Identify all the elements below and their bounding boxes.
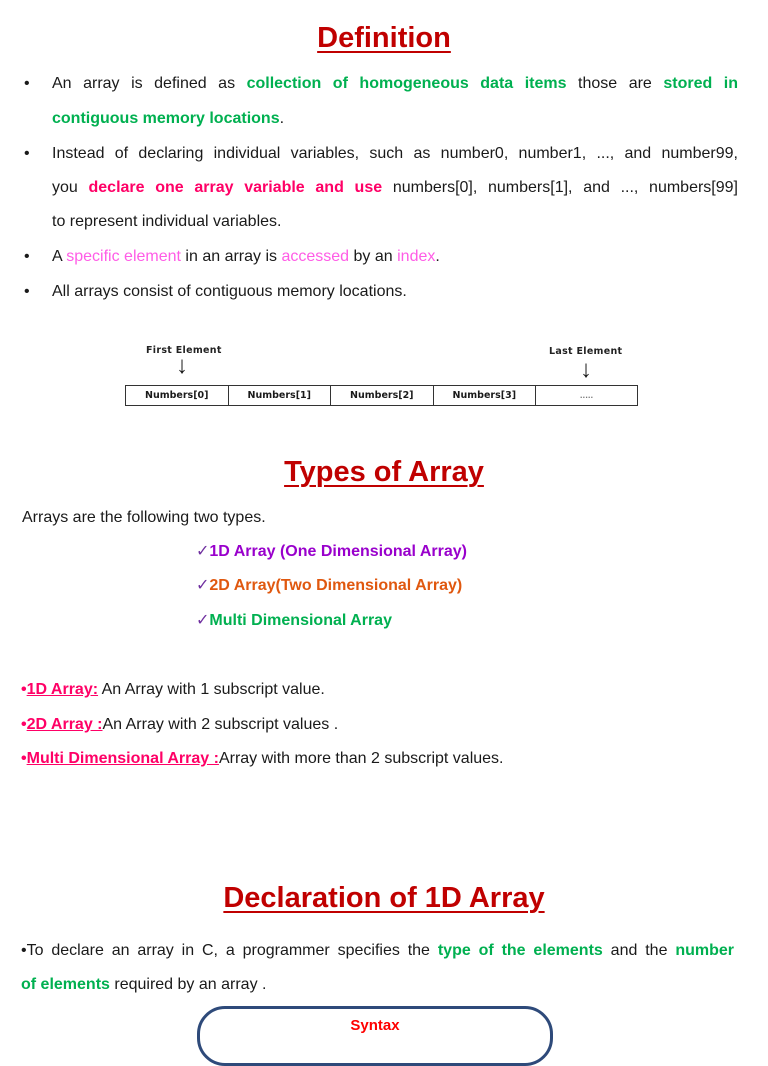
array-cells: [125, 385, 638, 406]
definition-bullet-2-line-1: Instead of declaring individual variables, such as number0, number1, ..., and number99,: [52, 145, 738, 162]
highlight-specific-element: specific element: [66, 248, 181, 265]
declaration-line-2: [21, 968, 734, 1003]
text-run: in an array is: [185, 248, 278, 265]
bullet-symbol: •: [24, 145, 30, 162]
text-run: and the: [610, 942, 668, 959]
array-cell: Numbers[2]: [331, 386, 434, 406]
definition-heading: Definition: [317, 22, 451, 54]
def-term: Multi Dimensional Array :: [26, 750, 219, 767]
def-desc: An Array with 2 subscript values .: [102, 716, 339, 733]
last-element-label: Last Element: [549, 346, 623, 357]
types-intro: Arrays are the following two types.: [22, 509, 266, 526]
def-bullet: •: [21, 716, 27, 733]
syntax-box: [197, 1006, 553, 1066]
definition-bullet-4: All arrays consist of contiguous memory locations.: [52, 283, 407, 300]
text-run: An array is defined as: [52, 75, 236, 92]
down-arrow-icon: ↓: [580, 356, 592, 383]
bullet-symbol: •: [24, 283, 30, 300]
array-cell: .....: [536, 386, 638, 406]
highlight-stored: stored in: [663, 75, 738, 92]
first-element-label: First Element: [146, 345, 222, 356]
types-item-2d: [196, 569, 462, 604]
definition-bullet-2-line-2: [52, 171, 738, 206]
text-run: .: [435, 248, 440, 265]
text-run: those are: [578, 75, 652, 92]
declaration-heading: Declaration of 1D Array: [223, 882, 545, 914]
types-item-label: 1D Array (One Dimensional Array): [209, 543, 467, 560]
text-run: numbers[0], numbers[1], and ..., numbers[99]: [392, 179, 738, 196]
array-cell: Numbers[3]: [433, 386, 536, 406]
highlight-contiguous: contiguous memory locations: [52, 110, 280, 127]
text-run: you: [52, 179, 78, 196]
definition-bullet-2-line-3: to represent individual variables.: [52, 213, 282, 230]
check-icon: ✓: [196, 543, 210, 560]
highlight-declare: declare one array variable and use: [88, 179, 383, 196]
bullet-symbol: •: [24, 248, 30, 265]
def-multi: [21, 742, 504, 777]
highlight-index: index: [397, 248, 436, 265]
text-run: •To declare an array in C, a programmer specifies the: [21, 942, 430, 959]
syntax-title: Syntax: [350, 1017, 400, 1034]
def-2d: [21, 708, 338, 743]
array-cell: Numbers[1]: [228, 386, 331, 406]
text-run: required by an array .: [114, 976, 267, 993]
highlight-number: number: [675, 942, 735, 959]
bullet-symbol: •: [24, 75, 30, 92]
def-bullet: •: [21, 681, 27, 698]
definition-bullet-1-line-2: [52, 102, 738, 137]
highlight-elements: of elements: [21, 976, 110, 993]
types-item-1d: [196, 535, 467, 570]
down-arrow-icon: ↓: [176, 352, 188, 379]
declaration-line-1: [21, 934, 734, 969]
definition-bullet-3: [52, 240, 738, 275]
def-1d: [21, 673, 325, 708]
definition-bullet-1-line-1: [52, 67, 738, 102]
highlight-collection: collection of homogeneous data items: [246, 75, 567, 92]
def-term: 2D Array :: [26, 716, 103, 733]
check-icon: ✓: [196, 612, 210, 629]
text-run: .: [279, 110, 285, 127]
array-cell: Numbers[0]: [126, 386, 229, 406]
text-run: by an: [353, 248, 393, 265]
check-icon: ✓: [196, 577, 210, 594]
def-desc: Array with more than 2 subscript values.: [218, 750, 504, 767]
highlight-type: type of the elements: [437, 942, 603, 959]
types-item-label: Multi Dimensional Array: [209, 612, 392, 629]
text-run: A: [52, 248, 62, 265]
highlight-accessed: accessed: [281, 248, 350, 265]
def-term: 1D Array:: [26, 681, 99, 698]
types-item-label: 2D Array(Two Dimensional Array): [209, 577, 463, 594]
def-desc: An Array with 1 subscript value.: [98, 681, 325, 698]
types-heading: Types of Array: [284, 456, 484, 488]
types-item-multi: [196, 604, 392, 639]
def-bullet: •: [21, 750, 27, 767]
